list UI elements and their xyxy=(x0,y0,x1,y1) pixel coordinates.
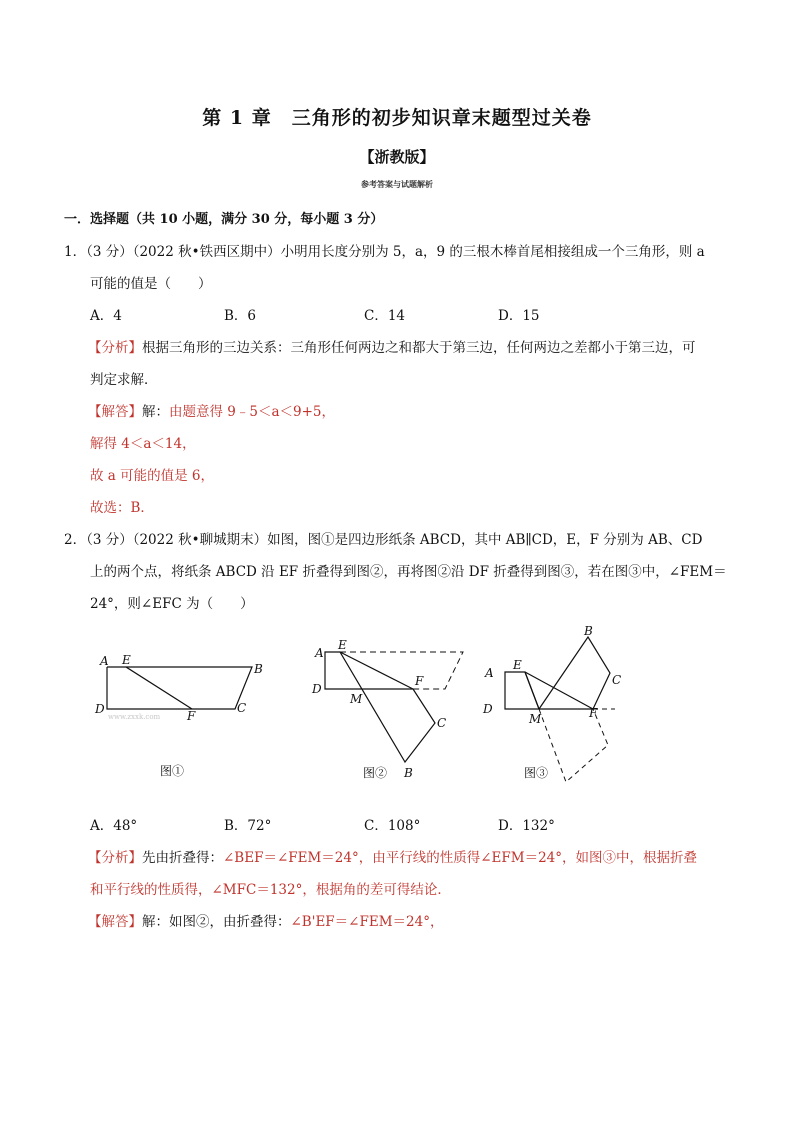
page-subtitle: 【浙教版】 xyxy=(359,148,435,166)
fig1-label-e: E xyxy=(122,653,131,667)
q2-stem-line1: 2．（3 分）（2022 秋•聊城期末）如图，图①是四边形纸条 ABCD，其中 AB∥CD，E，F 分别为 AB、CD xyxy=(64,532,703,548)
q1-stem-line1: 1．（3 分）（2022 秋•铁西区期中）小明用长度分别为 5，a，9 的三根木棒首尾相接组成一个三角形，则 a xyxy=(64,244,705,260)
fig3-rectangle-part xyxy=(505,672,539,709)
q1-option-b: B．6 xyxy=(224,308,257,324)
folding-figures xyxy=(80,615,650,810)
fig2-label-b: B xyxy=(404,766,413,780)
q1-stem-line2: 可能的值是（ ） xyxy=(90,276,212,292)
q1-answer-text1: 由题意得 9﹣5＜a＜9+5， xyxy=(169,404,336,420)
section-heading: 一．选择题（共 10 小题，满分 30 分，每小题 3 分） xyxy=(64,212,384,227)
fig3-caption: 图③ xyxy=(524,766,549,780)
figure-2 xyxy=(311,638,463,780)
fig2-caption: 图② xyxy=(363,766,388,780)
fig2-label-f: F xyxy=(415,674,424,688)
fig3-label-m: M xyxy=(529,712,542,726)
fig2-label-d: D xyxy=(312,682,322,696)
fig3-label-a: A xyxy=(485,666,494,680)
q2-analysis-prefix: 先由折叠得： xyxy=(142,850,223,866)
q1-answer-line1 xyxy=(88,400,335,420)
q2-option-b: B．72° xyxy=(224,818,272,834)
fig1-fold-line-ef xyxy=(126,667,192,709)
page-title: 第 1 章 三角形的初步知识章末题型过关卷 xyxy=(202,107,592,129)
fig1-label-c: C xyxy=(237,701,247,715)
fig3-dashed-lower xyxy=(539,709,608,782)
fig2-folded-strip xyxy=(325,652,435,762)
fig2-label-m: M xyxy=(350,692,363,706)
q2-option-a: A．48° xyxy=(90,818,138,834)
fig1-caption: 图① xyxy=(160,764,185,778)
q1-answer-line3: 故 a 可能的值是 6， xyxy=(90,468,215,484)
q1-answer-line2: 解得 4＜a＜14， xyxy=(90,436,196,452)
q2-answer-text1: ∠B'EF＝∠FEM＝24°， xyxy=(290,914,444,930)
fig1-watermark: www.zxxk.com xyxy=(108,713,161,721)
q1-option-a: A．4 xyxy=(90,308,122,324)
figure-1 xyxy=(94,653,263,778)
q2-stem-line2: 上的两个点，将纸条 ABCD 沿 EF 折叠得到图②，再将图②沿 DF 折叠得到图③，若在图③中，∠FEM＝ xyxy=(90,564,727,580)
figure-3 xyxy=(482,624,621,782)
answer-header: 参考答案与试题解析 xyxy=(361,179,433,189)
q2-option-c: C．108° xyxy=(364,818,421,834)
q2-answer-line1 xyxy=(88,910,443,930)
fig3-label-f: F xyxy=(589,706,598,720)
q2-stem-line3: 24°，则∠EFC 为（ ） xyxy=(90,596,254,612)
fig1-label-a: A xyxy=(100,654,109,668)
q1-answer-line4: 故选：B． xyxy=(90,500,154,516)
q1-analysis-text: 根据三角形的三边关系：三角形任何两边之和都大于第三边，任何两边之差都小于第三边，可 xyxy=(142,340,696,356)
fig1-quadrilateral xyxy=(107,667,252,709)
q1-analysis-line2: 判定求解． xyxy=(90,372,158,388)
fig3-segment-ef xyxy=(525,672,593,709)
fig3-label-e: E xyxy=(513,658,522,672)
q1-option-c: C．14 xyxy=(364,308,406,324)
fig1-label-f: F xyxy=(187,709,196,723)
q2-analysis-line2: 和平行线的性质得，∠MFC＝132°，根据角的差可得结论． xyxy=(90,882,451,898)
q1-option-d: D．15 xyxy=(498,308,540,324)
q1-answer-prefix: 解： xyxy=(142,404,169,420)
fig2-label-e: E xyxy=(338,638,347,652)
fig3-upper-fold xyxy=(539,637,610,709)
q2-analysis-text: ∠BEF＝∠FEM＝24°，由平行线的性质得∠EFM＝24°，如图③中，根据折叠 xyxy=(223,850,698,866)
q2-answer-tag: 【解答】 xyxy=(88,914,142,930)
fig2-label-a: A xyxy=(315,646,324,660)
fig1-label-b: B xyxy=(254,662,263,676)
fig3-fold-line-em xyxy=(525,672,539,709)
analysis-tag: 【分析】 xyxy=(88,340,142,356)
fig3-label-d: D xyxy=(483,702,493,716)
fig1-label-d: D xyxy=(95,702,105,716)
q2-analysis-tag: 【分析】 xyxy=(88,850,142,866)
fig3-label-c: C xyxy=(612,673,622,687)
q2-option-d: D．132° xyxy=(498,818,555,834)
q1-analysis-line1 xyxy=(88,336,696,356)
fig2-label-c: C xyxy=(437,716,447,730)
q2-answer-prefix: 解：如图②，由折叠得： xyxy=(142,914,291,930)
fig3-label-b: B xyxy=(584,624,593,638)
q2-analysis-line1 xyxy=(88,846,697,866)
answer-tag: 【解答】 xyxy=(88,404,142,420)
